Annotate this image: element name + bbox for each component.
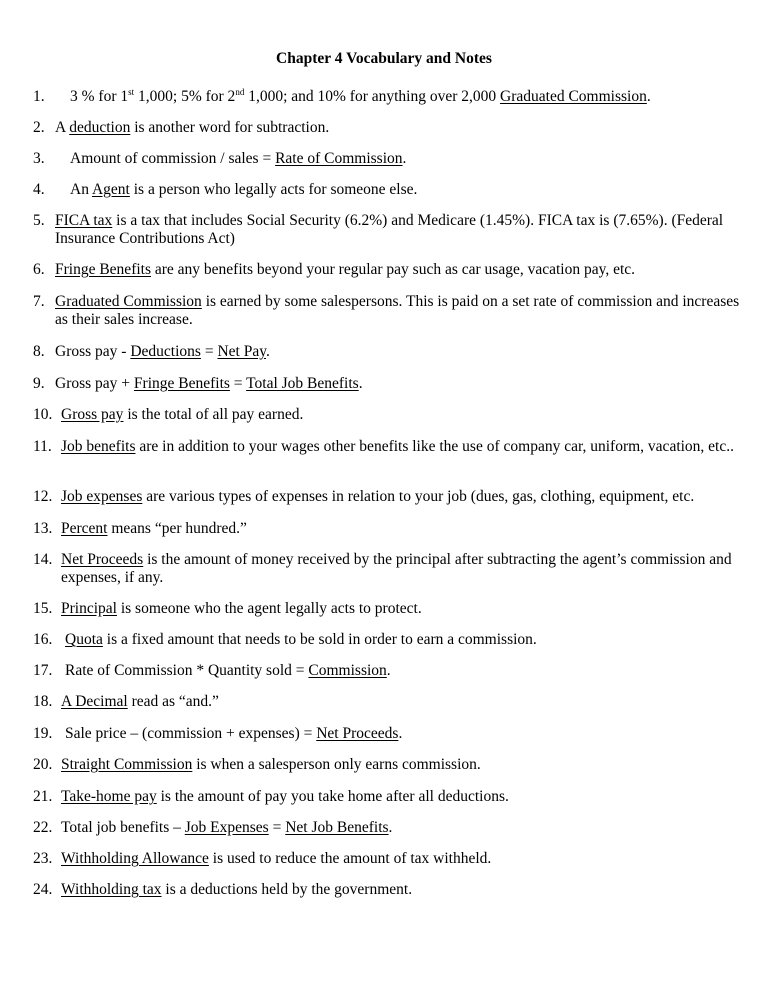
list-item bbox=[33, 819, 743, 837]
item-number: 22. bbox=[33, 819, 53, 836]
term: Gross pay bbox=[61, 406, 124, 423]
item-text bbox=[61, 600, 743, 618]
term: deduction bbox=[69, 119, 131, 136]
list-item bbox=[33, 343, 743, 361]
item-number: 17. bbox=[33, 662, 53, 679]
term: Fringe Benefits bbox=[133, 375, 230, 392]
term: Graduated Commission bbox=[500, 88, 647, 105]
item-number: 15. bbox=[33, 600, 53, 617]
text-segment: is the amount of money received by the principal after subtracting the agent’s commission and expenses, if any. bbox=[61, 551, 732, 586]
term: Commission bbox=[308, 662, 387, 679]
item-text bbox=[70, 181, 743, 199]
text-segment: read as “and.” bbox=[127, 693, 219, 710]
item-number: 1. bbox=[33, 88, 45, 105]
list-item bbox=[33, 881, 743, 899]
list-item bbox=[33, 551, 743, 587]
term: Take-home pay bbox=[61, 788, 157, 805]
item-number: 3. bbox=[33, 150, 45, 167]
text-segment: . bbox=[265, 343, 270, 360]
item-text bbox=[61, 438, 743, 456]
text-segment: is the amount of pay you take home after all deductions. bbox=[156, 788, 509, 805]
text-segment: . bbox=[388, 819, 393, 836]
item-number: 8. bbox=[33, 343, 45, 360]
ordinal-suffix: st bbox=[128, 86, 135, 97]
list-item bbox=[33, 631, 743, 649]
item-number: 16. bbox=[33, 631, 53, 648]
item-number: 11. bbox=[33, 438, 52, 455]
ordinal-suffix: nd bbox=[235, 86, 245, 97]
item-number: 6. bbox=[33, 261, 45, 278]
item-number: 14. bbox=[33, 551, 53, 568]
item-text bbox=[61, 520, 743, 538]
term: Withholding tax bbox=[61, 881, 162, 898]
text-segment: 1,000; and 10% for anything over 2,000 bbox=[244, 88, 501, 105]
text-segment: are various types of expenses in relation to your job (dues, gas, clothing, equipment, etc. bbox=[142, 488, 695, 505]
item-number: 19. bbox=[33, 725, 53, 742]
term: Principal bbox=[61, 600, 117, 617]
item-text bbox=[61, 788, 743, 806]
term: A Decimal bbox=[61, 693, 128, 710]
text-segment: are in addition to your wages other benefits like the use of company car, uniform, vacation, etc.. bbox=[135, 438, 734, 455]
list-item bbox=[33, 488, 743, 506]
item-text bbox=[61, 551, 743, 587]
term: Net Pay bbox=[217, 343, 266, 360]
text-segment: Rate of Commission * Quantity sold = bbox=[65, 662, 309, 679]
term: Withholding Allowance bbox=[61, 850, 209, 867]
item-text bbox=[65, 725, 743, 743]
text-segment: Gross pay - bbox=[55, 343, 131, 360]
item-text bbox=[55, 261, 743, 279]
item-text bbox=[65, 631, 743, 649]
item-number: 18. bbox=[33, 693, 53, 710]
item-text bbox=[55, 212, 743, 248]
term: Job expenses bbox=[61, 488, 143, 505]
item-number: 9. bbox=[33, 375, 45, 392]
item-number: 7. bbox=[33, 293, 45, 310]
term: Rate of Commission bbox=[275, 150, 403, 167]
term: Total Job Benefits bbox=[246, 375, 359, 392]
item-text bbox=[61, 488, 743, 506]
list-item bbox=[33, 662, 743, 680]
list-item bbox=[33, 725, 743, 743]
text-segment: is earned by some salespersons. This is paid on a set rate of commission and increases as their sales increase. bbox=[55, 293, 740, 328]
text-segment: is when a salesperson only earns commission. bbox=[192, 756, 481, 773]
item-text bbox=[55, 375, 743, 393]
term: Percent bbox=[61, 520, 108, 537]
list-item bbox=[33, 293, 743, 329]
text-segment: is the total of all pay earned. bbox=[123, 406, 304, 423]
item-number: 13. bbox=[33, 520, 53, 537]
item-number: 23. bbox=[33, 850, 53, 867]
item-number: 10. bbox=[33, 406, 53, 423]
item-number: 21. bbox=[33, 788, 53, 805]
list-item bbox=[33, 150, 743, 168]
item-number: 12. bbox=[33, 488, 53, 505]
text-segment: Gross pay + bbox=[55, 375, 134, 392]
item-number: 20. bbox=[33, 756, 53, 773]
term: Graduated Commission bbox=[55, 293, 202, 310]
list-item bbox=[33, 788, 743, 806]
item-text bbox=[55, 343, 743, 361]
item-text bbox=[61, 406, 743, 424]
list-item bbox=[33, 438, 743, 456]
item-text bbox=[55, 293, 743, 329]
list-item bbox=[33, 520, 743, 538]
text-segment: is used to reduce the amount of tax withheld. bbox=[208, 850, 492, 867]
term: Net Proceeds bbox=[316, 725, 399, 742]
item-text bbox=[61, 850, 743, 868]
text-segment: is a tax that includes Social Security (6.2%) and Medicare (1.45%). FICA tax is (7.65%). (Federal Insurance Contributions Act) bbox=[55, 212, 724, 247]
text-segment: is a person who legally acts for someone else. bbox=[129, 181, 418, 198]
term: Agent bbox=[91, 181, 130, 198]
list-item bbox=[33, 261, 743, 279]
item-text bbox=[70, 88, 743, 106]
list-item bbox=[33, 693, 743, 711]
text-segment: 3 % for 1 bbox=[70, 88, 129, 105]
term: Deductions bbox=[130, 343, 201, 360]
text-segment: . bbox=[398, 725, 403, 742]
list-item bbox=[33, 406, 743, 424]
text-segment: means “per hundred.” bbox=[107, 520, 247, 537]
page-title: Chapter 4 Vocabulary and Notes bbox=[276, 50, 492, 67]
item-number: 4. bbox=[33, 181, 45, 198]
item-text bbox=[55, 119, 743, 137]
text-segment: is another word for subtraction. bbox=[130, 119, 330, 136]
term: Job Expenses bbox=[184, 819, 269, 836]
text-segment: = bbox=[229, 375, 247, 392]
text-segment: are any benefits beyond your regular pay such as car usage, vacation pay, etc. bbox=[151, 261, 636, 278]
list-item bbox=[33, 600, 743, 618]
item-text bbox=[61, 693, 743, 711]
term: Quota bbox=[65, 631, 103, 648]
list-item bbox=[33, 119, 743, 137]
item-number: 5. bbox=[33, 212, 45, 229]
item-number: 2. bbox=[33, 119, 45, 136]
term: Net Proceeds bbox=[61, 551, 144, 568]
list-item bbox=[33, 850, 743, 868]
list-item bbox=[33, 212, 743, 248]
item-number: 24. bbox=[33, 881, 53, 898]
text-segment: . bbox=[646, 88, 651, 105]
text-segment: A bbox=[55, 119, 70, 136]
text-segment: Total job benefits – bbox=[61, 819, 185, 836]
term: Straight Commission bbox=[61, 756, 193, 773]
term: FICA tax bbox=[55, 212, 113, 229]
text-segment: An bbox=[70, 181, 92, 198]
text-segment: = bbox=[268, 819, 286, 836]
list-item bbox=[33, 375, 743, 393]
text-segment: Amount of commission / sales = bbox=[70, 150, 276, 167]
item-text bbox=[61, 881, 743, 899]
text-segment: 1,000; 5% for 2 bbox=[134, 88, 236, 105]
item-text bbox=[61, 819, 743, 837]
text-segment: Sale price – (commission + expenses) = bbox=[65, 725, 317, 742]
text-segment: = bbox=[200, 343, 218, 360]
text-segment: . bbox=[386, 662, 391, 679]
item-text bbox=[61, 756, 743, 774]
list-item bbox=[33, 181, 743, 199]
item-text bbox=[65, 662, 743, 680]
text-segment: is a deductions held by the government. bbox=[161, 881, 413, 898]
term: Fringe Benefits bbox=[55, 261, 151, 278]
text-segment: . bbox=[358, 375, 363, 392]
text-segment: is a fixed amount that needs to be sold in order to earn a commission. bbox=[102, 631, 537, 648]
text-segment: . bbox=[402, 150, 407, 167]
term: Net Job Benefits bbox=[285, 819, 389, 836]
item-text bbox=[70, 150, 743, 168]
list-item bbox=[33, 88, 743, 106]
text-segment: is someone who the agent legally acts to protect. bbox=[116, 600, 422, 617]
term: Job benefits bbox=[61, 438, 136, 455]
list-item bbox=[33, 756, 743, 774]
